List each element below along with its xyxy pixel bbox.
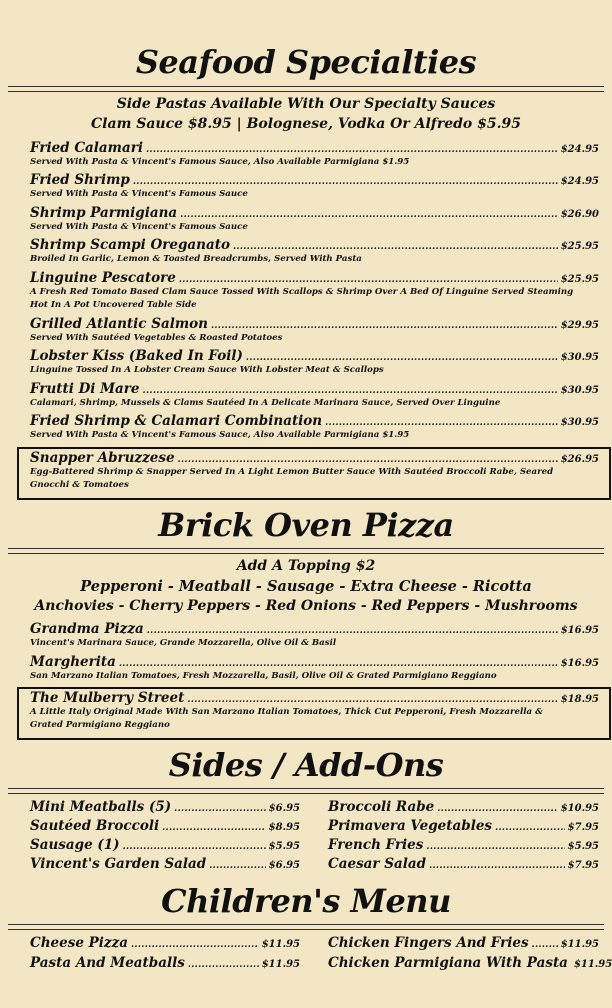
- leader-dots: [131, 940, 259, 950]
- item-description: Served With Pasta & Vincent's Famous Sauce: [30, 189, 248, 199]
- item-name: Broccoli Rabe: [328, 799, 435, 815]
- leader-dots: [133, 177, 558, 187]
- side-item: [328, 818, 599, 834]
- item-name: The Mulberry Street: [30, 690, 185, 706]
- menu-item: [30, 621, 599, 650]
- leader-dots: [179, 275, 558, 285]
- item-price: $8.95: [268, 822, 300, 833]
- leader-dots: [146, 145, 558, 155]
- item-price: $5.95: [567, 841, 599, 852]
- side-item: [328, 856, 599, 872]
- children-item: [328, 935, 599, 951]
- menu-item: [30, 140, 599, 169]
- pizza-rule: [8, 548, 604, 554]
- item-price: $30.95: [560, 417, 599, 428]
- item-price: $26.95: [560, 454, 599, 465]
- item-description: Served With Pasta & Vincent's Famous Sauce, Also Available Parmigiana $1.95: [30, 157, 410, 167]
- menu-item: [30, 381, 599, 410]
- seafood-title: Seafood Specialties: [135, 43, 477, 81]
- seafood-subtitle-1: Side Pastas Available With Our Specialty Sauces: [116, 96, 496, 112]
- leader-dots: [147, 626, 558, 636]
- item-description: Calamari, Shrimp, Mussels & Clams Sautéed In A Delicate Marinara Sauce, Served Over Linguine: [30, 398, 501, 408]
- item-name: Chicken Fingers And Fries: [328, 935, 529, 951]
- leader-dots: [143, 386, 558, 396]
- item-name: Primavera Vegetables: [328, 818, 493, 834]
- item-name: Sautéed Broccoli: [30, 818, 160, 834]
- item-price: $25.95: [560, 274, 599, 285]
- item-price: $11.95: [261, 939, 300, 950]
- leader-dots: [325, 418, 558, 428]
- leader-dots: [187, 695, 557, 705]
- sides-title: Sides / Add-Ons: [168, 746, 444, 784]
- item-name: Sausage (1): [30, 837, 120, 853]
- seafood-subtitle-2: Clam Sauce $8.95 | Bolognese, Vodka Or Alfredo $5.95: [91, 116, 521, 132]
- item-name: Vincent's Garden Salad: [30, 856, 207, 872]
- item-name: Margherita: [30, 654, 116, 670]
- item-name: Fried Shrimp & Calamari Combination: [30, 413, 323, 429]
- item-name: Frutti Di Mare: [30, 381, 140, 397]
- item-price: $5.95: [268, 841, 300, 852]
- leader-dots: [429, 861, 565, 871]
- item-description: A Little Italy Original Made With San Marzano Italian Tomatoes, Thick Cut Pepperoni, Fresh Mozzarella & Grated Parmigiano Reggiano: [30, 707, 543, 730]
- leader-dots: [211, 321, 558, 331]
- sides-rule: [8, 788, 604, 794]
- children-item: [30, 955, 300, 971]
- item-price: $6.95: [268, 803, 300, 814]
- side-item: [30, 799, 300, 815]
- toppings-line-1: Pepperoni - Meatball - Sausage - Extra Cheese - Ricotta: [80, 578, 532, 595]
- leader-dots: [188, 960, 259, 970]
- side-item: [328, 799, 599, 815]
- item-name: French Fries: [328, 837, 424, 853]
- menu-item-featured: [30, 690, 599, 732]
- item-name: Fried Shrimp: [30, 172, 130, 188]
- item-price: $6.95: [268, 860, 300, 871]
- pizza-title: Brick Oven Pizza: [158, 506, 454, 544]
- leader-dots: [437, 804, 557, 814]
- leader-dots: [532, 940, 558, 950]
- menu-item: [30, 316, 599, 345]
- item-price: $16.95: [560, 625, 599, 636]
- item-name: Linguine Pescatore: [30, 270, 176, 286]
- side-item: [30, 818, 300, 834]
- item-price: $11.95: [560, 939, 599, 950]
- children-item: [328, 955, 612, 971]
- item-price: $16.95: [560, 658, 599, 669]
- leader-dots: [180, 210, 558, 220]
- item-name: Pasta And Meatballs: [30, 955, 185, 971]
- item-price: $26.90: [560, 209, 599, 220]
- leader-dots: [174, 804, 266, 814]
- menu-item: [30, 270, 599, 312]
- children-title: Children's Menu: [161, 882, 451, 920]
- item-price: $24.95: [560, 176, 599, 187]
- item-price: $30.95: [560, 385, 599, 396]
- side-item: [30, 856, 300, 872]
- menu-item: [30, 205, 599, 234]
- item-description: Broiled In Garlic, Lemon & Toasted Breadcrumbs, Served With Pasta: [30, 254, 362, 264]
- topping-price: Add A Topping $2: [236, 558, 376, 574]
- leader-dots: [233, 242, 558, 252]
- item-name: Caesar Salad: [328, 856, 427, 872]
- item-name: Grandma Pizza: [30, 621, 144, 637]
- leader-dots: [178, 455, 558, 465]
- children-item: [30, 935, 300, 951]
- item-name: Snapper Abruzzese: [30, 450, 175, 466]
- item-name: Cheese Pizza: [30, 935, 128, 951]
- item-name: Grilled Atlantic Salmon: [30, 316, 208, 332]
- item-description: Served With Sautéed Vegetables & Roasted Potatoes: [30, 333, 283, 343]
- leader-dots: [162, 823, 266, 833]
- item-name: Shrimp Scampi Oreganato: [30, 237, 230, 253]
- item-price: $7.95: [567, 860, 599, 871]
- item-description: San Marzano Italian Tomatoes, Fresh Mozzarella, Basil, Olive Oil & Grated Parmigiano Reggiano: [30, 671, 497, 681]
- menu-item-featured: [30, 450, 599, 492]
- item-price: $11.95: [261, 959, 300, 970]
- side-item: [30, 837, 300, 853]
- item-price: $25.95: [560, 241, 599, 252]
- item-description: Served With Pasta & Vincent's Famous Sauce: [30, 222, 248, 232]
- seafood-rule: [8, 86, 604, 92]
- side-item: [328, 837, 599, 853]
- leader-dots: [119, 659, 558, 669]
- item-price: $10.95: [560, 803, 599, 814]
- children-rule: [8, 924, 604, 930]
- leader-dots: [209, 861, 265, 871]
- menu-item: [30, 413, 599, 442]
- leader-dots: [246, 353, 558, 363]
- item-price: $11.95: [573, 959, 612, 970]
- menu-item: [30, 654, 599, 683]
- item-price: $29.95: [560, 320, 599, 331]
- item-description: Vincent's Marinara Sauce, Grande Mozzarella, Olive Oil & Basil: [30, 638, 337, 648]
- item-description: Linguine Tossed In A Lobster Cream Sauce With Lobster Meat & Scallops: [30, 365, 384, 375]
- item-description: Served With Pasta & Vincent's Famous Sauce, Also Available Parmigiana $1.95: [30, 430, 410, 440]
- item-price: $30.95: [560, 352, 599, 363]
- menu-item: [30, 348, 599, 377]
- item-price: $18.95: [560, 694, 599, 705]
- leader-dots: [426, 842, 564, 852]
- item-price: $24.95: [560, 144, 599, 155]
- item-description: A Fresh Red Tomato Based Clam Sauce Tossed With Scallops & Shrimp Over A Bed Of Linguine Served Steaming Hot In A Pot Uncovered Table Side: [30, 287, 574, 310]
- item-name: Chicken Parmigiana With Pasta: [328, 955, 568, 971]
- leader-dots: [495, 823, 565, 833]
- item-description: Egg-Battered Shrimp & Snapper Served In A Light Lemon Butter Sauce With Sautéed Broccoli Rabe, Seared Gnocchi & Tomatoes: [30, 467, 554, 490]
- leader-dots: [123, 842, 266, 852]
- item-name: Fried Calamari: [30, 140, 143, 156]
- item-price: $7.95: [567, 822, 599, 833]
- item-name: Shrimp Parmigiana: [30, 205, 178, 221]
- menu-item: [30, 237, 599, 266]
- toppings-line-2: Anchovies - Cherry Peppers - Red Onions - Red Peppers - Mushrooms: [34, 598, 578, 614]
- menu-item: [30, 172, 599, 201]
- item-name: Lobster Kiss (Baked In Foil): [30, 348, 243, 364]
- item-name: Mini Meatballs (5): [30, 799, 172, 815]
